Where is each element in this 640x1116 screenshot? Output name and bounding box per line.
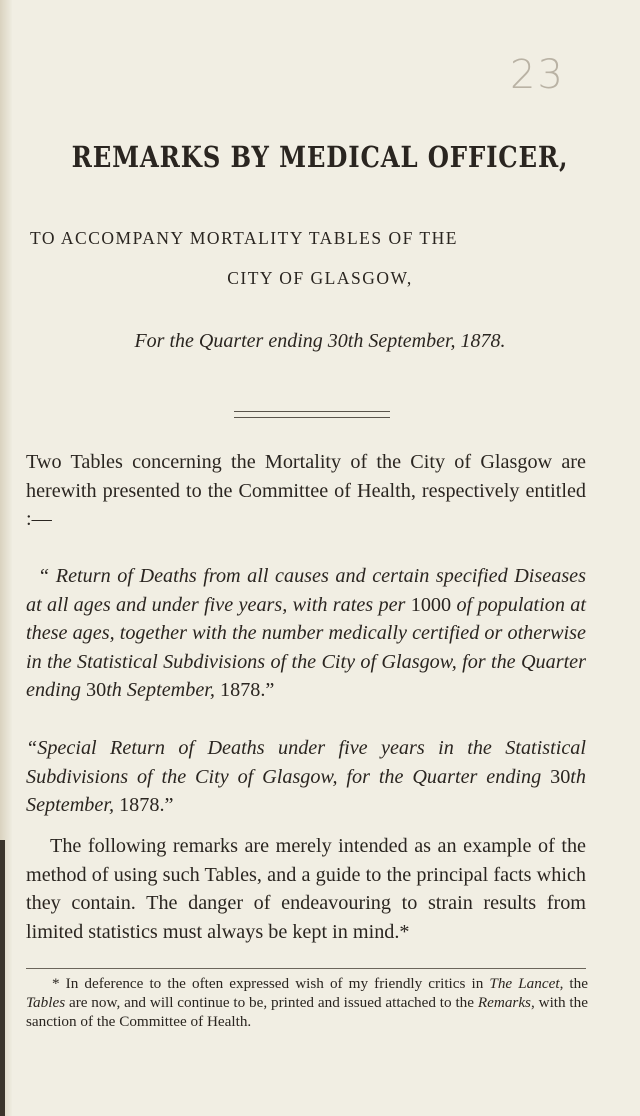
- footnote-tables: Tables: [26, 994, 66, 1011]
- page-binding-shadow: [0, 840, 5, 1116]
- footnote-text-d: , with the sanction of the Committee of Health.: [26, 994, 588, 1030]
- footnote-text-c: are now, and will continue to be, printed and issued attached to the: [65, 994, 478, 1011]
- return-title-text-c: th September,: [106, 679, 220, 702]
- subtitle-line-1: TO ACCOMPANY MORTALITY TABLES OF THE: [30, 228, 458, 248]
- return-title-year: 1878.”: [220, 679, 275, 702]
- return-title-text-b: of population at these ages, together with the number medically certified or otherwise in the Statistical Subdivisions of the City of Glasgow, for the Quarter ending: [26, 593, 587, 702]
- document-title: REMARKS BY MEDICAL OFFICER,: [71, 140, 569, 174]
- footnote-lancet: The Lancet: [489, 975, 560, 992]
- return-title-number: 1000: [410, 593, 452, 616]
- section-rule: [234, 411, 390, 418]
- special-return-day: 30: [550, 765, 571, 788]
- subtitle-line-2: CITY OF GLASGOW,: [227, 268, 413, 288]
- paragraph-special-return-title: [26, 734, 586, 820]
- return-title-day: 30: [86, 679, 107, 702]
- footnote-rule: [26, 968, 586, 969]
- footnote-text-b: , the: [559, 975, 588, 992]
- special-return-year: 1878.”: [119, 794, 174, 817]
- paragraph-remarks: The following remarks are merely intended as an example of the method of using such Tables, and a guide to the principal facts which they contain. The danger of endeavouring to strain results from limited statistics must always be kept in mind.*: [26, 835, 586, 943]
- return-title-text-a: “ Return of Deaths from all causes and certain specified Diseases at all ages and under five years, with rates per: [26, 565, 586, 616]
- special-return-text-b: th September,: [26, 765, 586, 817]
- footnote: [26, 974, 588, 1031]
- paragraph-intro: Two Tables concerning the Mortality of the City of Glasgow are herewith presented to the Committee of Health, respectively entitled :—: [26, 451, 586, 531]
- footnote-remarks: Remarks: [477, 994, 531, 1011]
- quarter-line: For the Quarter ending 30th September, 1878.: [134, 330, 506, 352]
- paragraph-return-title: [26, 562, 586, 705]
- handwritten-page-number: 23: [510, 52, 565, 98]
- footnote-text-a: * In deference to the often expressed wish of my friendly critics in: [52, 975, 490, 992]
- special-return-text-a: “Special Return of Deaths under five years in the Statistical Subdivisions of the City of Glasgow, for the Quarter ending: [26, 737, 586, 788]
